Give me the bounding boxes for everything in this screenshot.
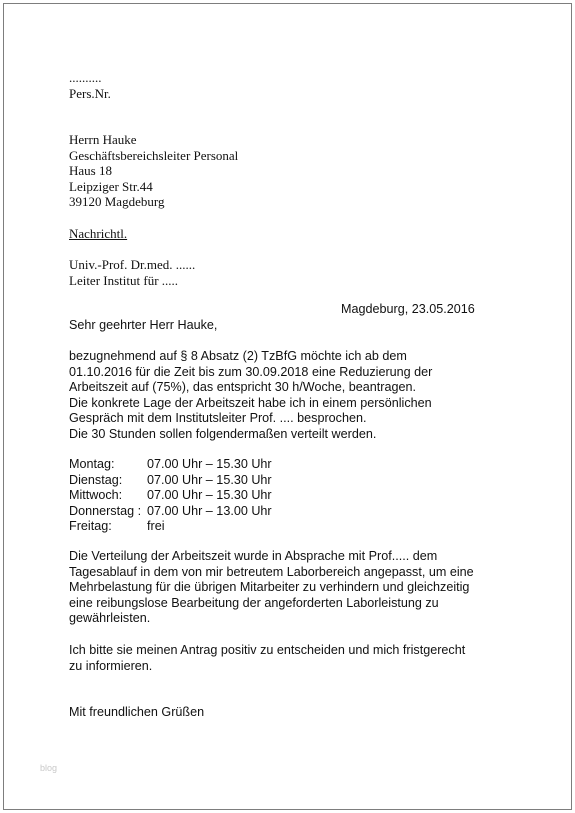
schedule-time: 07.00 Uhr – 15.30 Uhr xyxy=(147,488,272,502)
paragraph-justification xyxy=(69,549,474,627)
recipient-line: Geschäftsbereichsleiter Personal xyxy=(69,147,239,163)
copy-recipient-line: Leiter Institut für ..... xyxy=(69,272,179,288)
schedule-row xyxy=(69,488,272,504)
paragraph-line: Gespräch mit dem Institutsleiter Prof. .... besprochen. xyxy=(69,411,367,425)
watermark-text: blog xyxy=(40,763,58,773)
paragraph-line: Arbeitszeit auf (75%), das entspricht 30 h/Woche, beantragen. xyxy=(69,380,416,394)
closing-greeting: Mit freundlichen Grüßen xyxy=(69,705,205,719)
recipient-line: Herrn Hauke xyxy=(69,132,137,147)
schedule-row xyxy=(69,519,272,535)
schedule-time: 07.00 Uhr – 15.30 Uhr xyxy=(147,472,272,487)
schedule-row xyxy=(69,457,272,473)
schedule-day: Montag: xyxy=(69,457,115,471)
personnel-number-label: Pers.Nr. xyxy=(69,86,111,101)
schedule-day: Freitag: xyxy=(69,519,112,533)
paragraph-line: Ich bitte sie meinen Antrag positiv zu entscheiden und mich fristgerecht xyxy=(69,643,466,657)
paragraph-line: Tagesablauf in dem von mir betreutem Laborbereich angepasst, um eine xyxy=(69,564,474,579)
schedule-day: Mittwoch: xyxy=(69,488,123,502)
work-schedule xyxy=(69,457,272,535)
schedule-day: Donnerstag : xyxy=(69,503,142,518)
schedule-time: 07.00 Uhr – 15.30 Uhr xyxy=(147,457,272,471)
paragraph-closing-request xyxy=(69,643,465,674)
schedule-row xyxy=(69,473,272,489)
schedule-row xyxy=(69,504,272,520)
paragraph-line: Mehrbelastung für die übrigen Mitarbeiter zu verhindern und gleichzeitig xyxy=(69,580,470,594)
header-dots: .......... xyxy=(69,70,102,85)
paragraph-line: gewährleisten. xyxy=(69,611,151,625)
paragraph-line: bezugnehmend auf § 8 Absatz (2) TzBfG möchte ich ab dem xyxy=(69,349,407,363)
place-date: Magdeburg, 23.05.2016 xyxy=(341,302,475,316)
paragraph-line: Die konkrete Lage der Arbeitszeit habe ich in einem persönlichen xyxy=(69,395,432,410)
recipient-line: Leipziger Str.44 xyxy=(69,178,153,194)
paragraph-line: eine reibungslose Bearbeitung der angeforderten Laborleistung zu xyxy=(69,595,439,610)
recipient-address xyxy=(69,132,238,210)
schedule-day: Dienstag: xyxy=(69,472,123,487)
copy-recipient-line: Univ.-Prof. Dr.med. ...... xyxy=(69,257,196,272)
schedule-time: 07.00 Uhr – 13.00 Uhr xyxy=(147,503,272,518)
paragraph-line: zu informieren. xyxy=(69,658,153,673)
copy-notice-heading: Nachrichtl. xyxy=(69,226,128,241)
paragraph-request xyxy=(69,349,432,442)
paragraph-line: Die 30 Stunden sollen folgendermaßen verteilt werden. xyxy=(69,426,377,441)
copy-recipient xyxy=(69,257,195,288)
recipient-line: 39120 Magdeburg xyxy=(69,194,165,209)
salutation: Sehr geehrter Herr Hauke, xyxy=(69,318,218,332)
paragraph-line: 01.10.2016 für die Zeit bis zum 30.09.2018 eine Reduzierung der xyxy=(69,364,433,379)
paragraph-line: Die Verteilung der Arbeitszeit wurde in Absprache mit Prof..... dem xyxy=(69,549,438,563)
schedule-time: frei xyxy=(147,519,165,533)
recipient-line: Haus 18 xyxy=(69,163,112,178)
